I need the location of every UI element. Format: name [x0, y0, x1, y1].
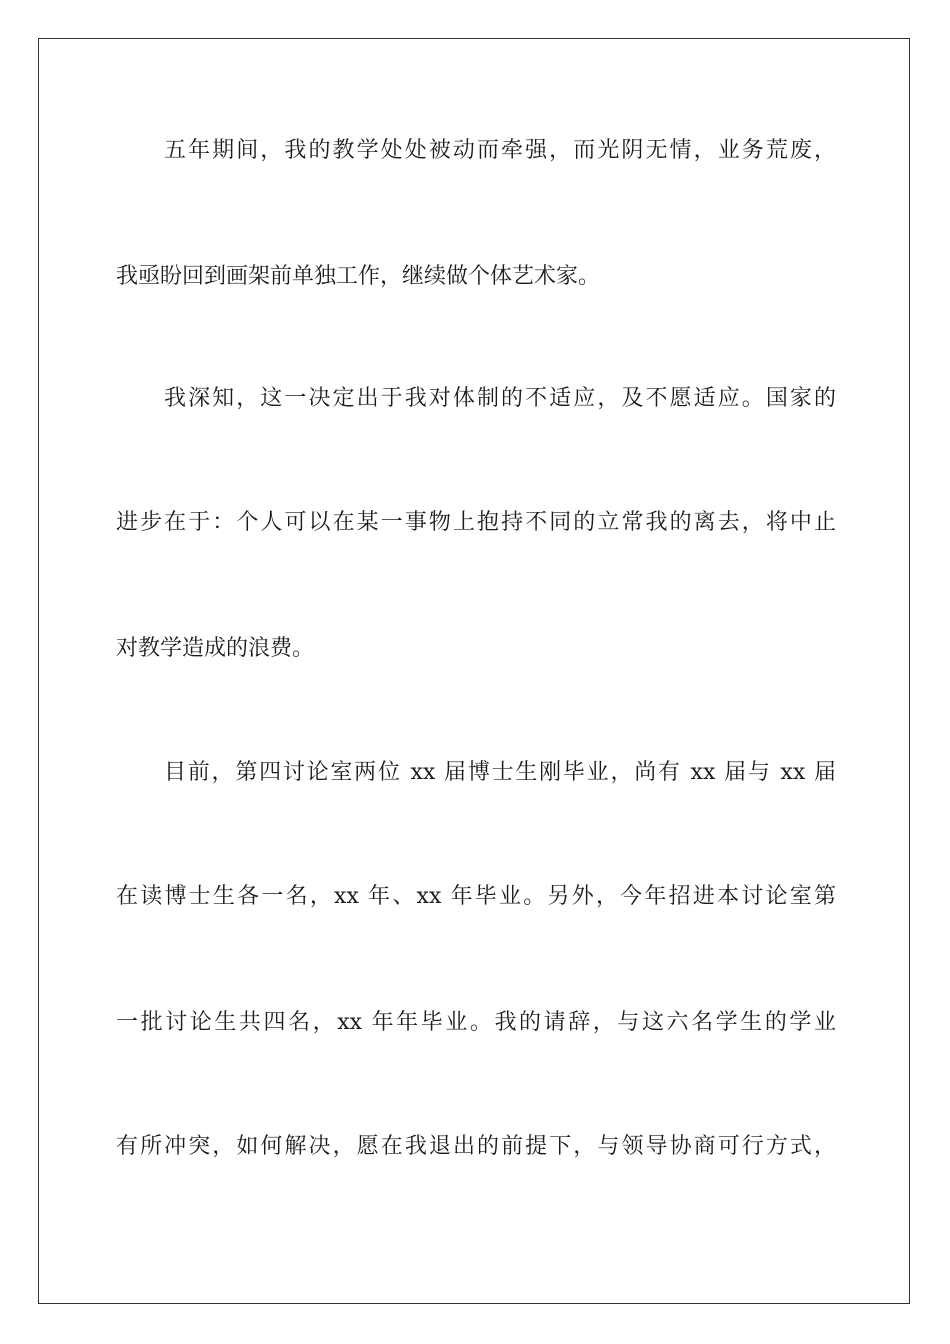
page-border: [38, 38, 910, 1304]
paragraph-2-line-3: 对教学造成的浪费。: [116, 636, 315, 661]
paragraph-3-line-4: 有所冲突，如何解决，愿在我退出的前提下，与领导协商可行方式，: [116, 1134, 836, 1159]
paragraph-3-line-2: 在读博士生各一名，xx 年、xx 年毕业。另外，今年招进本讨论室第: [116, 884, 836, 909]
paragraph-1-line-1: 五年期间，我的教学处处被动而牵强，而光阴无情，业务荒废，: [164, 138, 836, 163]
paragraph-3-line-1: 目前，第四讨论室两位 xx 届博士生刚毕业，尚有 xx 届与 xx 届: [164, 760, 836, 785]
paragraph-2-line-2: 进步在于：个人可以在某一事物上抱持不同的立常我的离去，将中止: [116, 510, 836, 535]
paragraph-2-line-1: 我深知，这一决定出于我对体制的不适应，及不愿适应。国家的: [164, 386, 836, 411]
paragraph-3-line-3: 一批讨论生共四名，xx 年年毕业。我的请辞，与这六名学生的学业: [116, 1010, 836, 1035]
paragraph-1-line-2: 我亟盼回到画架前单独工作，继续做个体艺术家。: [116, 264, 601, 289]
